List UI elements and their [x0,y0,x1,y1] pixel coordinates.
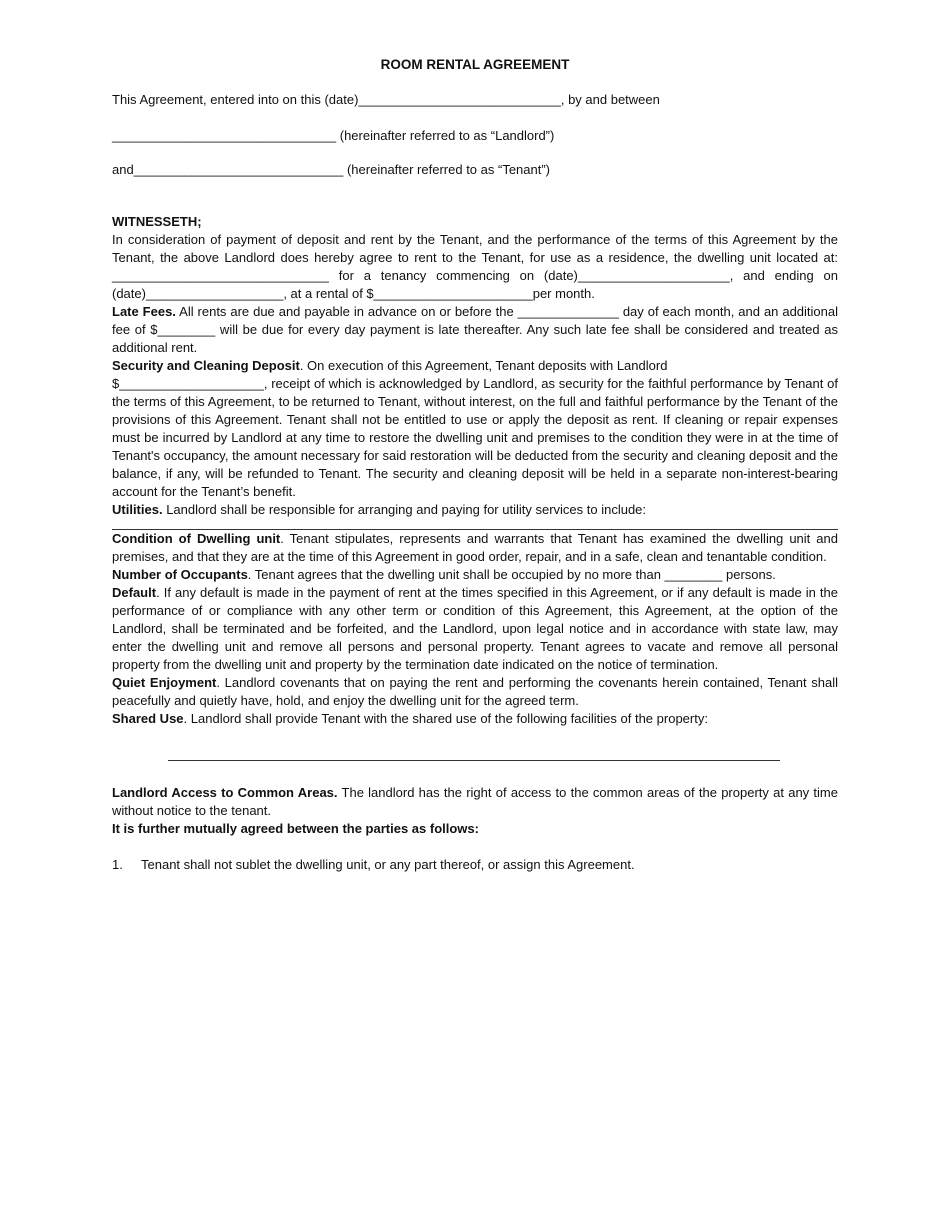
shared-use-blank-line [168,760,780,761]
agreement-body [112,56,838,874]
security-intro-paragraph [112,357,838,375]
opening-date-line: This Agreement, entered into on this (date)____________________________, by and between [112,92,660,107]
access-paragraph [112,784,838,820]
security-intro-text: . On execution of this Agreement, Tenant deposits with Landlord [299,358,668,373]
late-fees-paragraph [112,303,838,357]
shared-use-paragraph [112,710,838,728]
shared-use-heading: Shared Use [112,711,184,726]
security-paragraph: $____________________, receipt of which is acknowledged by Landlord, as security for the faithful performance by Tenant of the terms of this Agreement, to be returned to Tenant, without interest, on the full and faithful performance by the Tenant of the provisions of this Agreement. Tenant shall not be entitled to use or apply the deposit as rent. If cleaning or repair expenses must be incurred by Landlord at any time to restore the dwelling unit and premises to the condition they were in at the time of Tenant's occupancy, the amount necessary for said restoration will be deducted from the security and cleaning deposit and the balance, if any, will be refunded to Tenant. The security and cleaning deposit will be held in a separate non-interest-bearing account for the Tenant’s benefit. [112,376,838,499]
default-text: . If any default is made in the payment of rent at the times specified in this Agreement, or if any default is made in the performance of or compliance with any other term or condition of this Agreement, this Agreement, at the option of the Landlord, shall be terminated and be forfeited, and the Landlord, upon legal notice and in accordance with state law, may enter the dwelling unit and remove all persons and personal property. Tenant agrees to vacate and remove all personal property from the dwelling unit and property by the termination date indicated on the notice of termination. [112,585,838,672]
quiet-enjoyment-heading: Quiet Enjoyment [112,675,217,690]
landlord-line: _______________________________ (hereinafter referred to as “Landlord”) [112,128,555,143]
further-agreed-heading [112,820,838,838]
list-item-text: Tenant shall not sublet the dwelling unit, or any part thereof, or assign this Agreement. [141,857,635,872]
occupants-heading: Number of Occupants [112,567,248,582]
access-heading: Landlord Access to Common Areas. [112,785,338,800]
list-item-number: 1. [112,857,123,872]
late-fees-text: All rents are due and payable in advance on or before the ______________ day of each month, and an additional fee of $________ will be due for every day payment is late thereafter. Any such late fee shall be considered and treated as additional rent. [112,304,838,355]
security-heading: Security and Cleaning Deposit [112,358,300,373]
utilities-heading: Utilities. [112,502,163,517]
further-agreed-text: It is further mutually agreed between the parties as follows: [112,821,479,836]
list-item [112,856,838,874]
condition-text: . Tenant stipulates, represents and warrants that Tenant has examined the dwelling unit and premises, and that they are at the time of this Agreement in good order, repair, and in a safe, clean and tenantable condition. [112,531,838,564]
access-text: The landlord has the right of access to the common areas of the property at any time without notice to the tenant. [112,785,838,818]
occupants-paragraph [112,566,838,584]
occupants-text: . Tenant agrees that the dwelling unit shall be occupied by no more than ________ persons. [247,567,776,582]
utilities-paragraph [112,501,838,519]
quiet-enjoyment-text: . Landlord covenants that on paying the rent and performing the covenants herein contained, Tenant shall peacefully and quietly have, hold, and enjoy the dwelling unit for the agreed term. [112,675,838,708]
document-title: ROOM RENTAL AGREEMENT [380,57,570,72]
condition-heading: Condition of Dwelling unit [112,531,281,546]
default-paragraph [112,584,838,674]
quiet-enjoyment-paragraph [112,674,838,710]
witnesseth-text: WITNESSETH; [112,214,202,229]
default-heading: Default [112,585,157,600]
late-fees-heading: Late Fees. [112,304,176,319]
utilities-text: Landlord shall be responsible for arranging and paying for utility services to include: [162,502,647,517]
witnesseth-heading [112,213,838,231]
consideration-paragraph: In consideration of payment of deposit and rent by the Tenant, and the performance of the terms of this Agreement by the Tenant, the above Landlord does hereby agree to rent to the Tenant, for use as a residence, the dwelling unit located at: ______________________________ for a tenancy commencing on (date)_____________________, and ending on (date)___________________, at a rental of $______________________per month. [112,232,838,301]
condition-paragraph [112,530,838,566]
shared-use-text: . Landlord shall provide Tenant with the shared use of the following facilities of the property: [183,711,708,726]
tenant-line: and_____________________________ (hereinafter referred to as “Tenant”) [112,162,551,177]
